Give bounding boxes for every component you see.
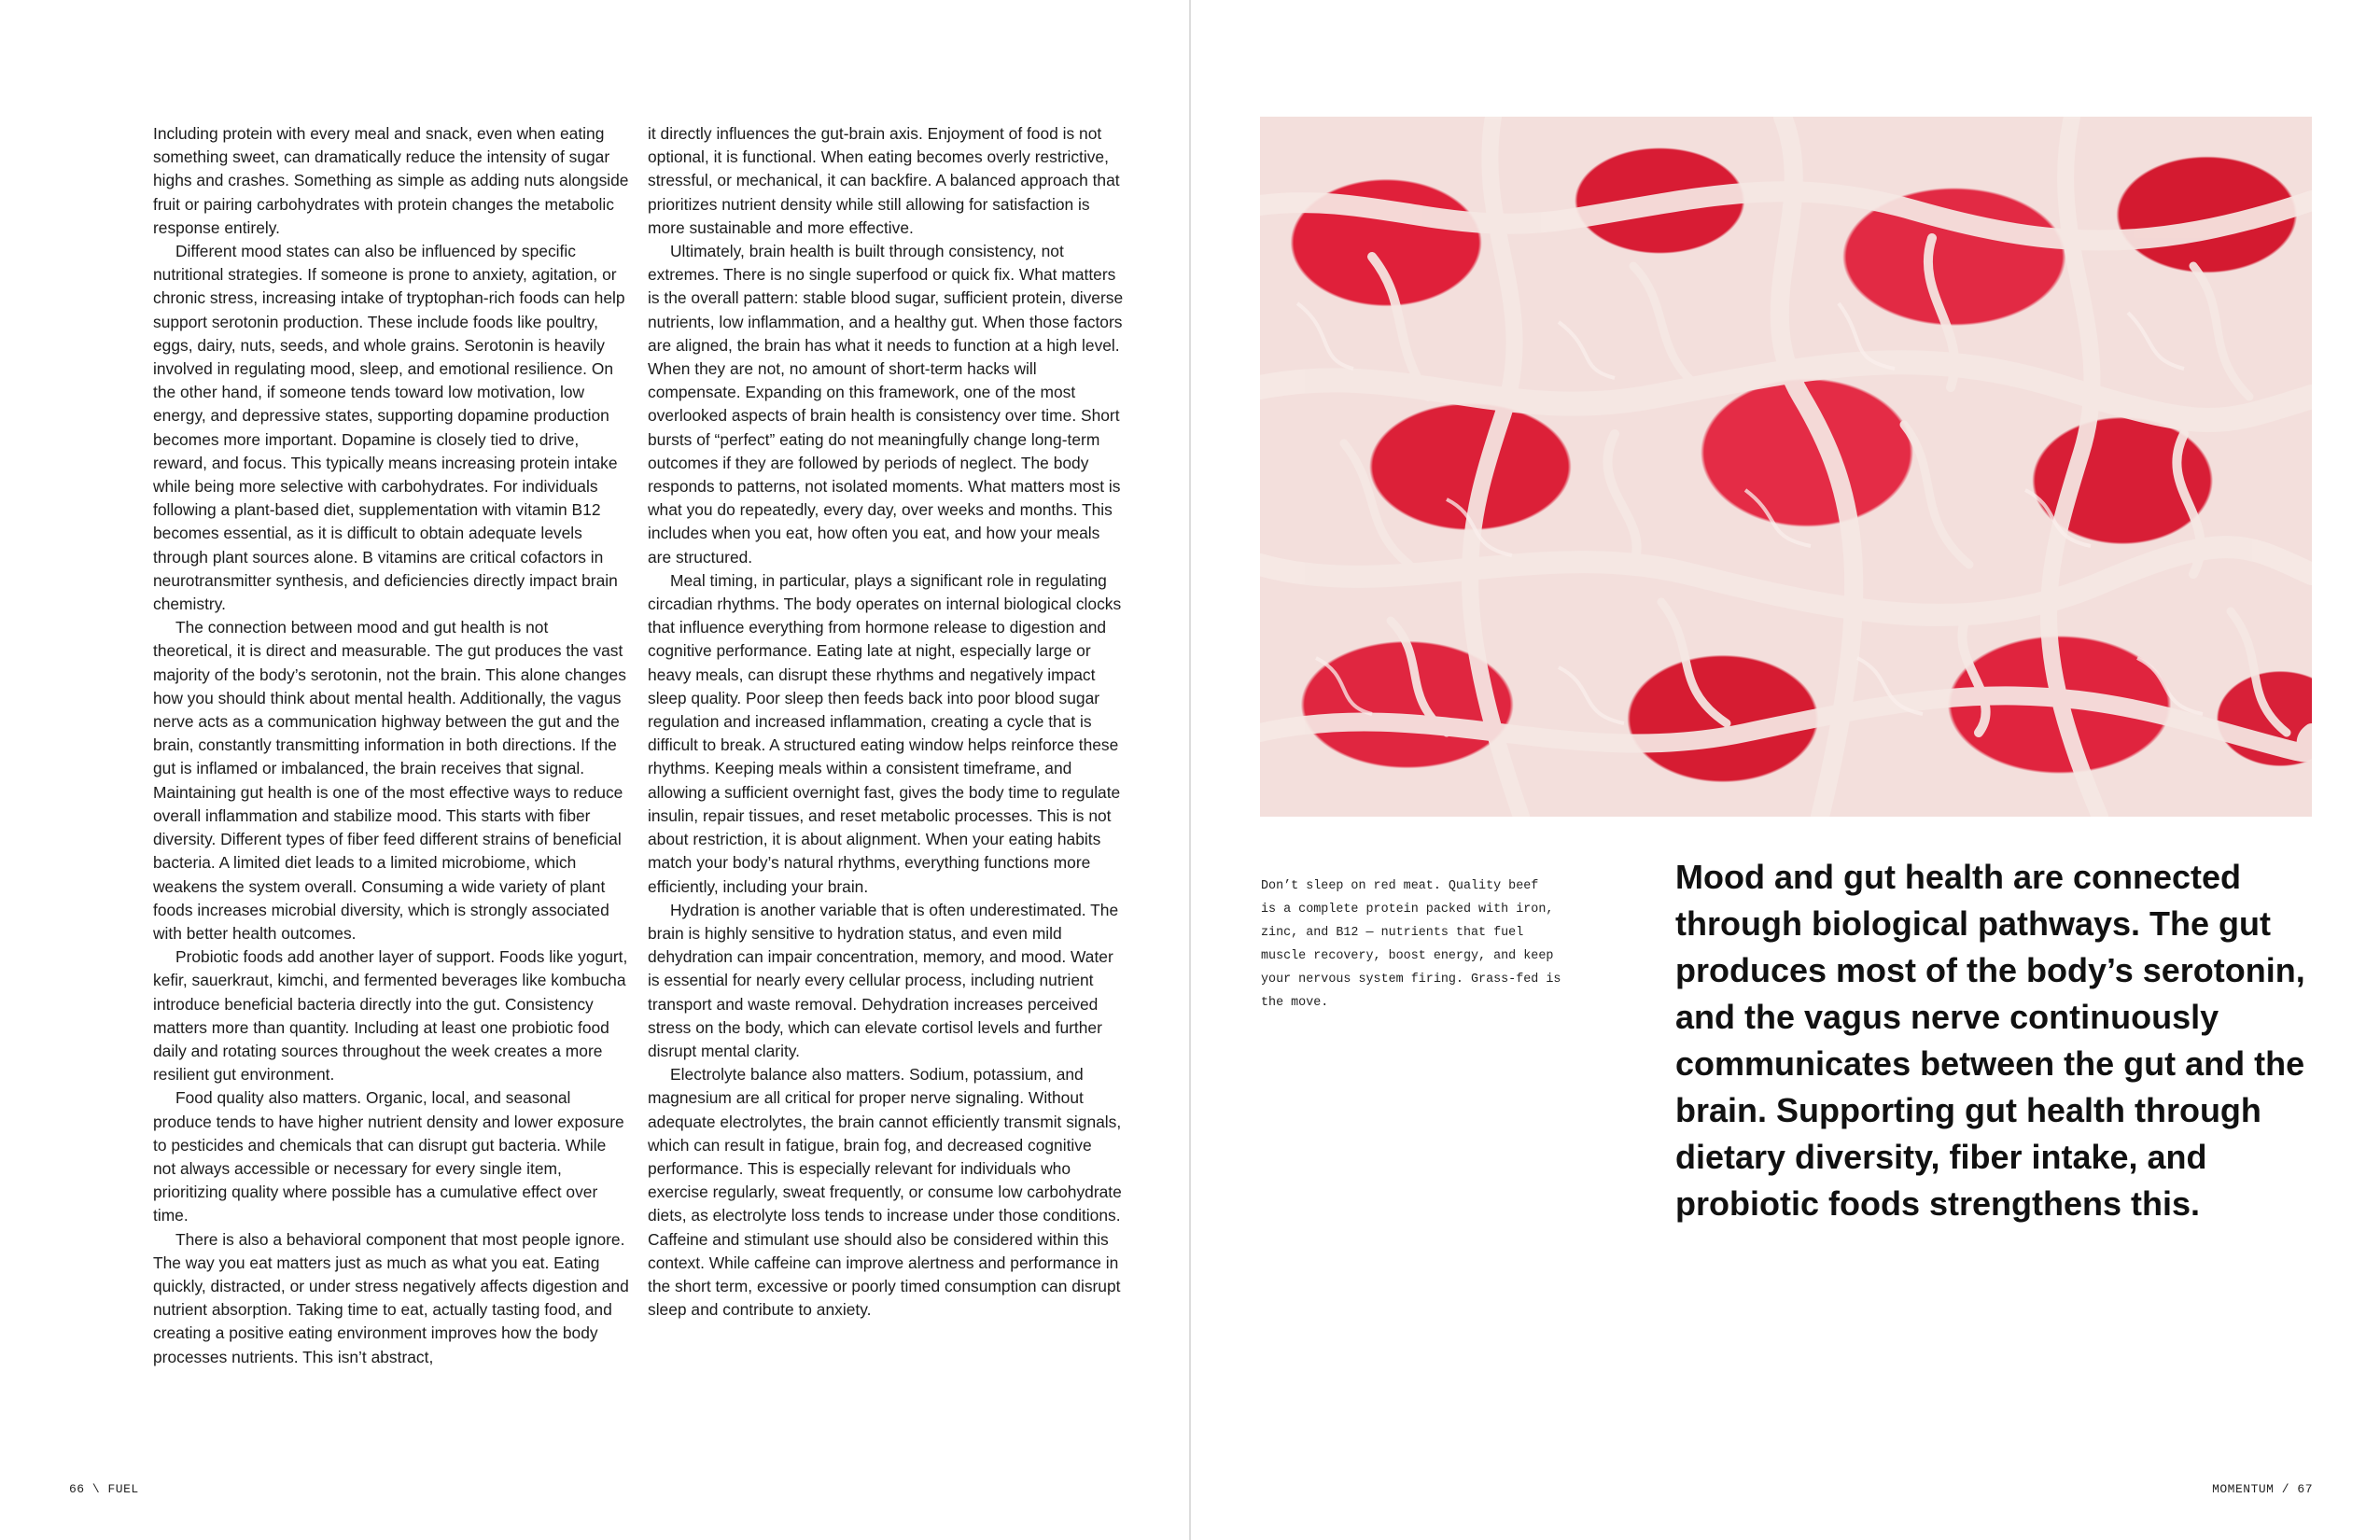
folio-right: MOMENTUM / 67	[2212, 1482, 2313, 1496]
body-column-1	[153, 122, 629, 1369]
caption-line: the move.	[1261, 996, 1329, 1010]
photo-caption	[1261, 875, 1578, 1015]
paragraph: Hydration is another variable that is often underestimated. The brain is highly sensitive to hydration status, and even mild dehydration can impair concentration, memory, and mood. Water is essential for nearly every cellular process, including nutrient transport and waste removal. Dehydration increases perceived stress on the body, which can elevate cortisol levels and further disrupt mental clarity.	[648, 900, 1119, 1060]
paragraph: There is also a behavioral component that most people ignore. The way you eat matters just as much as what you eat. Eating quickly, distracted, or under stress negatively affects digestion and nutrient absorption. Taking time to eat, actually tasting food, and creating a positive eating environment improves how the body processes nutrients. This isn’t abstract,	[153, 1229, 629, 1366]
paragraph: The connection between mood and gut health is not theoretical, it is direct and measurable. The gut produces the vast majority of the body’s serotonin, not the brain. This alone changes how you should think about mental health. Additionally, the vagus nerve acts as a communication highway between the gut and the brain, constantly transmitting information in both directions. If the gut is inflamed or imbalanced, the brain receives that signal. Maintaining gut health is one of the most effective ways to reduce overall inflammation and stabilize mood. This starts with fiber diversity. Different types of fiber feed different strains of beneficial bacteria. A limited diet leads to a limited microbiome, which weakens the system overall. Consuming a wide variety of plant foods increases microbial diversity, which is strongly associated with better health outcomes.	[153, 618, 626, 943]
caption-line: your nervous system firing. Grass-fed is	[1261, 973, 1561, 987]
pull-quote-line: produces most of the body’s serotonin,	[1675, 951, 2305, 989]
paragraph: Food quality also matters. Organic, local, and seasonal produce tends to have higher nutrient density and lower exposure to pesticides and chemicals that can disrupt gut bacteria. While not always accessible or necessary for every single item, prioritizing quality where possible has a cumulative effect over time.	[153, 1088, 624, 1225]
pull-quote-line: Mood and gut health are connected	[1675, 858, 2242, 896]
caption-line: Don’t sleep on red meat. Quality beef	[1261, 879, 1539, 893]
pull-quote-line: through biological pathways. The gut	[1675, 904, 2271, 943]
pull-quote-line: dietary diversity, fiber intake, and	[1675, 1138, 2207, 1176]
pull-quote-line: and the vagus nerve continuously	[1675, 998, 2219, 1036]
paragraph: Ultimately, brain health is built through consistency, not extremes. There is no single superfood or quick fix. What matters is the overall pattern: stable blood sugar, sufficient protein, diverse nutrients, low inflammation, and a healthy gut. When those factors are aligned, the brain has what it needs to function at a high level. When they are not, no amount of short-term hacks will compensate. Expanding on this framework, one of the most overlooked aspects of brain health is consistency over time. Short bursts of “perfect” eating do not meaningfully change long-term outcomes if they are followed by periods of neglect. The body responds to patterns, not isolated moments. What matters most is what you do repeatedly, every day, over weeks and months. This includes when you eat, how often you eat, and how your meals are structured.	[648, 242, 1124, 567]
paragraph: it directly influences the gut-brain axis. Enjoyment of food is not optional, it is functional. When eating becomes overly restrictive, stressful, or mechanical, it can backfire. A balanced approach that prioritizes nutrient density while still allowing for satisfaction is more sustainable and more effective.	[648, 124, 1120, 237]
body-column-2	[648, 122, 1124, 1322]
pull-quote-line: brain. Supporting gut health through	[1675, 1091, 2261, 1129]
page-spine	[1189, 0, 1191, 1540]
paragraph: Different mood states can also be influenced by specific nutritional strategies. If someone is prone to anxiety, agitation, or chronic stress, increasing intake of tryptophan-rich foods can help support serotonin production. These include foods like poultry, eggs, dairy, nuts, seeds, and whole grains. Serotonin is heavily involved in regulating mood, sleep, and emotional resilience. On the other hand, if someone tends toward low motivation, low energy, and depressive states, supporting dopamine production becomes more important. Dopamine is closely tied to drive, reward, and focus. This typically means increasing protein intake while being more selective with carbohydrates. For individuals following a plant-based diet, supplementation with vitamin B12 becomes essential, as it is difficult to obtain adequate levels through plant sources alone. B vitamins are critical cofactors in neurotransmitter synthesis, and deficiencies directly impact brain chemistry.	[153, 242, 625, 614]
fat-marbling-lines	[1260, 117, 2312, 817]
caption-line: zinc, and B12 — nutrients that fuel	[1261, 926, 1524, 940]
pull-quote	[1675, 854, 2329, 1227]
paragraph: Electrolyte balance also matters. Sodium, potassium, and magnesium are all critical for proper nerve signaling. Without adequate electrolytes, the brain cannot efficiently transmit signals, which can result in fatigue, brain fog, and decreased cognitive performance. This is especially relevant for individuals who exercise regularly, sweat frequently, or consume low carbohydrate diets, as electrolyte loss tends to increase under those conditions. Caffeine and stimulant use should also be considered within this context. While caffeine can improve alertness and performance in the short term, excessive or poorly timed consumption can disrupt sleep and contribute to anxiety.	[648, 1065, 1122, 1320]
pull-quote-line: communicates between the gut and the	[1675, 1044, 2305, 1083]
marbled-beef-photo	[1260, 117, 2312, 817]
caption-line: is a complete protein packed with iron,	[1261, 903, 1554, 917]
paragraph: Meal timing, in particular, plays a significant role in regulating circadian rhythms. The body operates on internal biological clocks that influence everything from hormone release to digestion and cognitive performance. Eating late at night, especially large or heavy meals, can disrupt these rhythms and negatively impact sleep quality. Poor sleep then feeds back into poor blood sugar regulation and increased inflammation, creating a cycle that is difficult to break. A structured eating window helps reinforce these rhythms. Keeping meals within a consistent timeframe, and allowing a sufficient overnight fast, gives the body time to regulate insulin, repair tissues, and reset metabolic processes. This is not about restriction, it is about alignment. When your eating habits match your body’s natural rhythms, everything functions more efficiently, including your brain.	[648, 570, 1122, 896]
caption-line: muscle recovery, boost energy, and keep	[1261, 949, 1554, 963]
paragraph: Probiotic foods add another layer of support. Foods like yogurt, kefir, sauerkraut, kimchi, and fermented beverages like kombucha introduce beneficial bacteria directly into the gut. Consistency matters more than quantity. Including at least one probiotic food daily and rotating sources throughout the week creates a more resilient gut environment.	[153, 947, 628, 1085]
folio-left: 66 \ FUEL	[69, 1482, 139, 1496]
pull-quote-line: probiotic foods strengthens this.	[1675, 1184, 2201, 1223]
paragraph: Including protein with every meal and snack, even when eating something sweet, can dramatically reduce the intensity of sugar highs and crashes. Something as simple as adding nuts alongside fruit or pairing carbohydrates with protein changes the metabolic response entirely.	[153, 124, 629, 237]
